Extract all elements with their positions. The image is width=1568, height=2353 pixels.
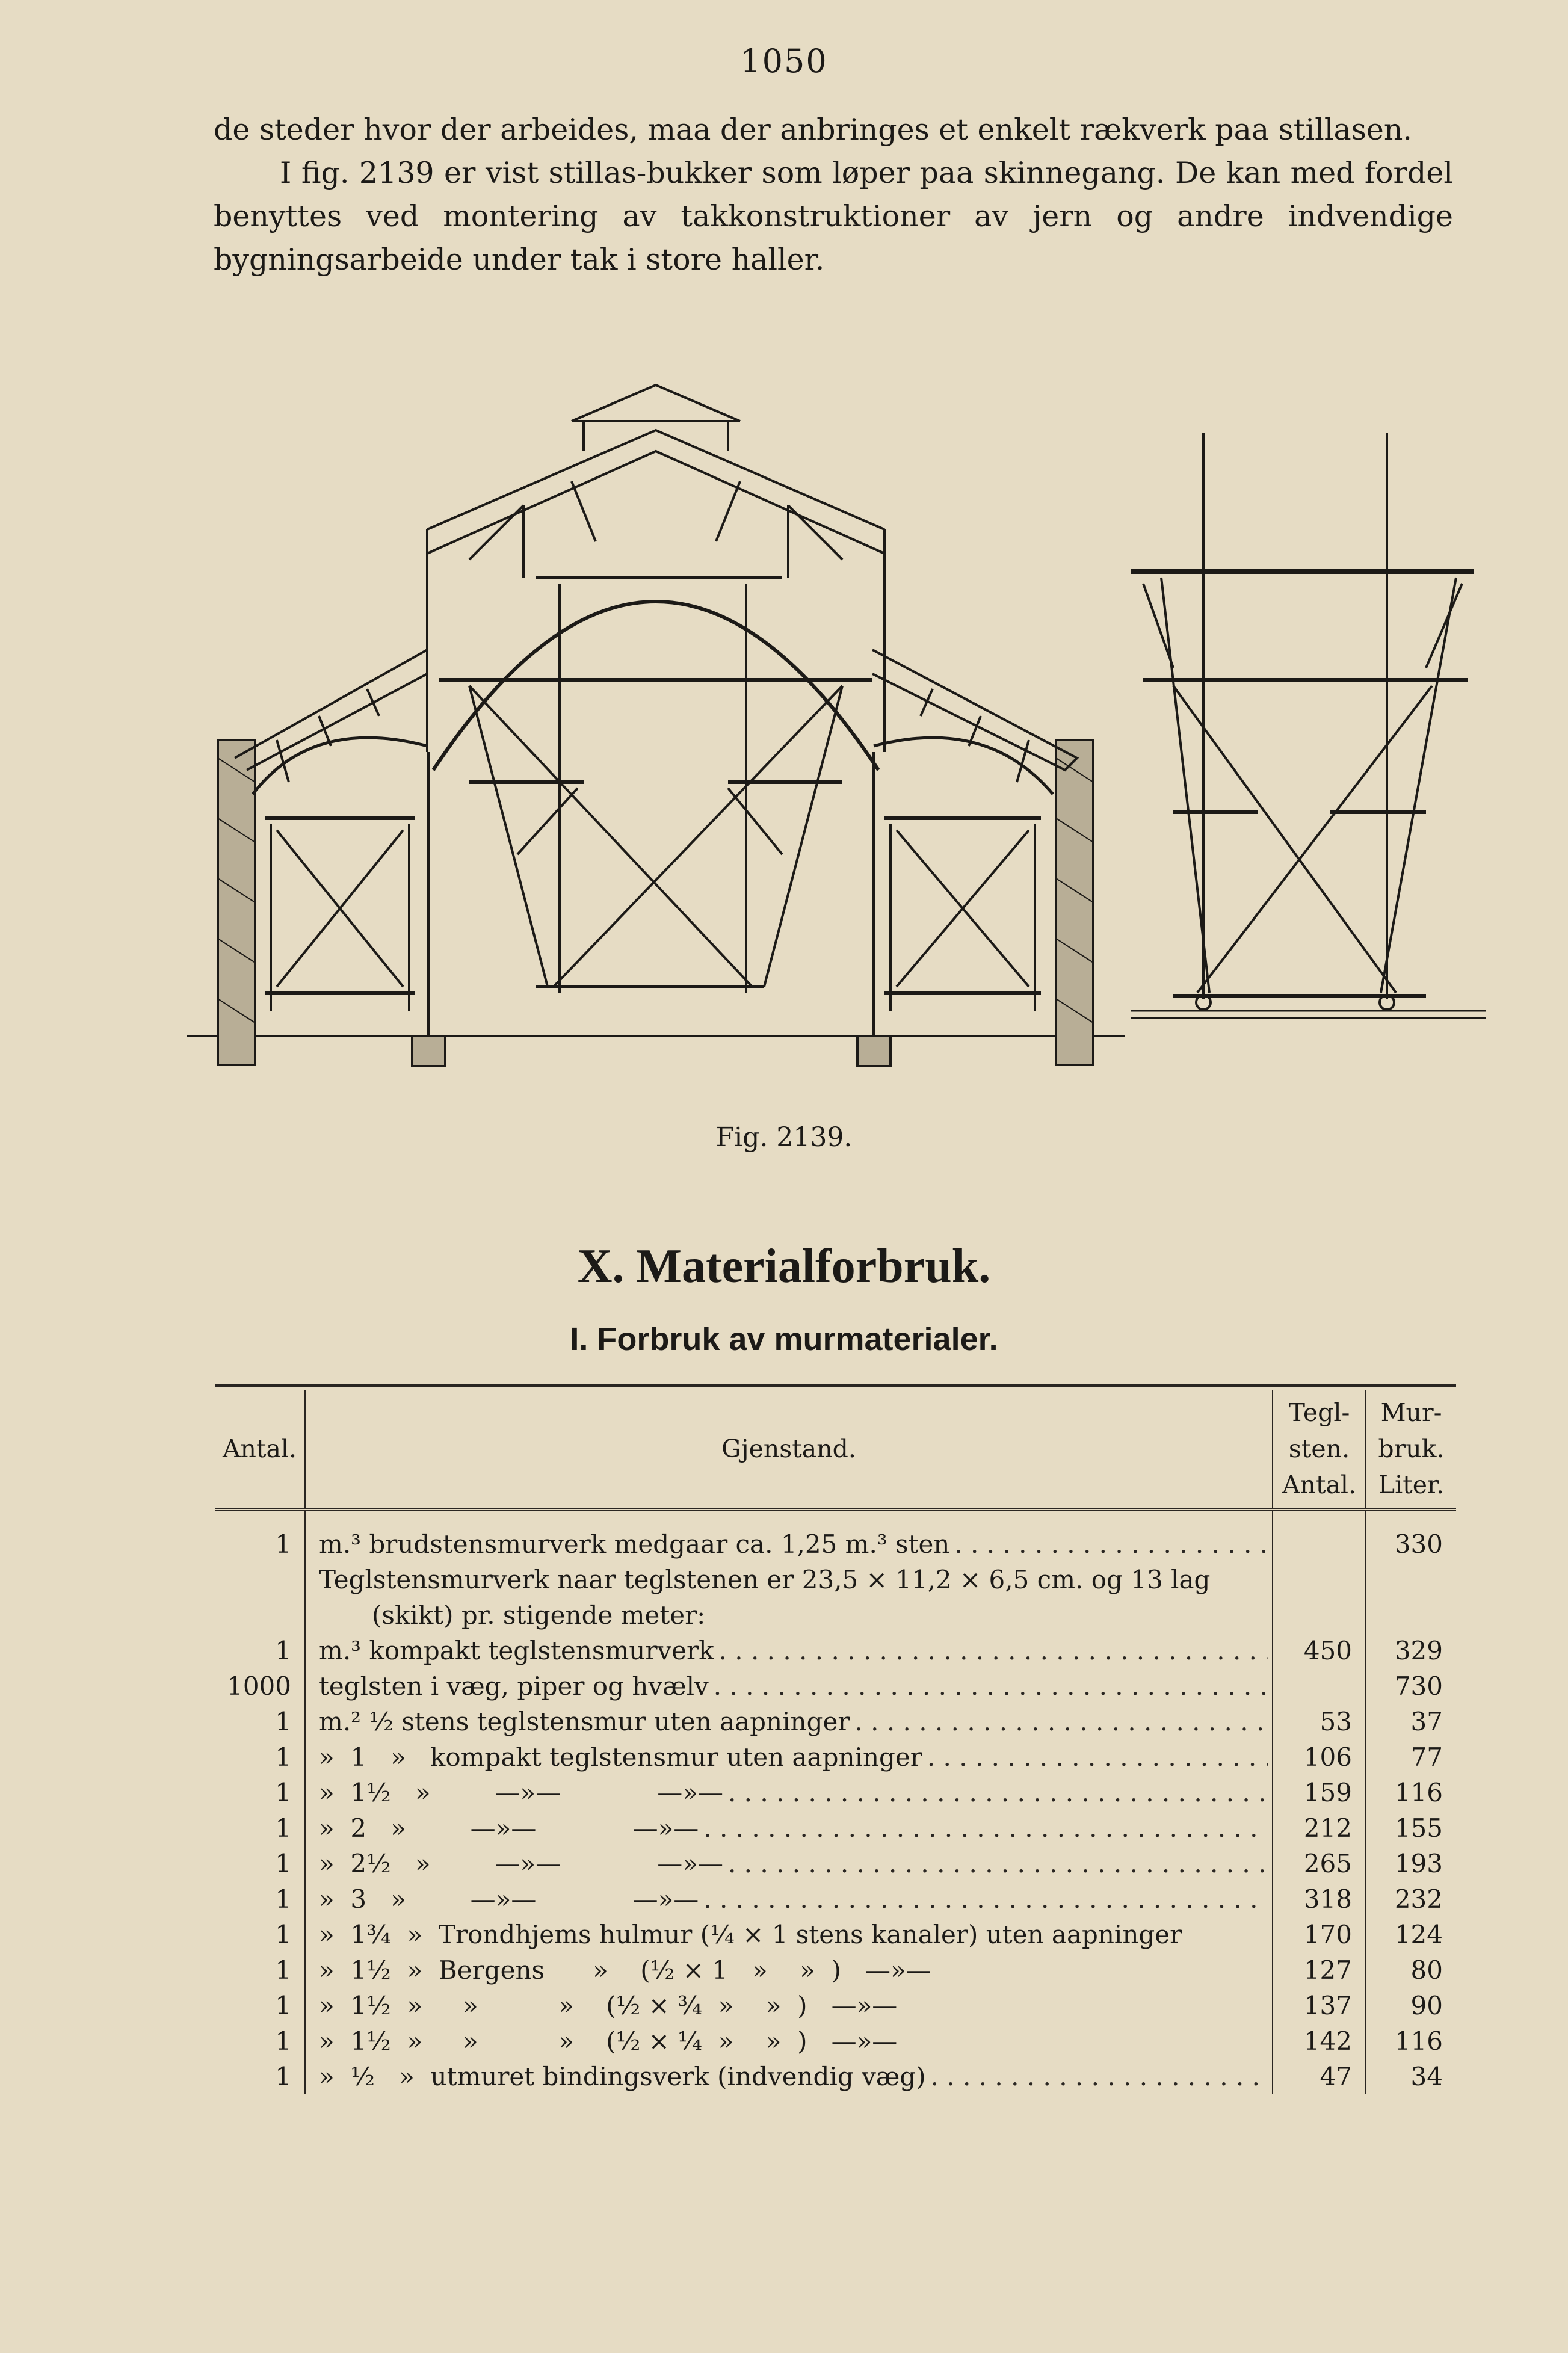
table-row: 1 » 1½ » » » (½ × ¾ » » ) —»— 137 90 <box>215 1988 1456 2023</box>
header-murbruk: Mur- bruk. Liter. <box>1366 1390 1456 1510</box>
table-row: 1000 teglsten i væg, piper og hvælv . . . 730 <box>215 1668 1456 1704</box>
header-antal: Antal. <box>222 1434 297 1463</box>
table-row: 1 m.³ kompakt teglstensmurverk . . . 450 329 <box>215 1633 1456 1668</box>
table-row: 1 » 1¾ » Trondhjems hulmur (¼ × 1 stens kanaler) uten aapninger 170 124 <box>215 1917 1456 1952</box>
page-number: 1050 <box>740 42 828 80</box>
scaffold-figure <box>187 361 1492 1107</box>
section-title: X. Materialforbruk. <box>577 1240 991 1293</box>
table-row: 1 » 1 » kompakt teglstensmur uten aapninger . . . 106 77 <box>215 1739 1456 1775</box>
table-row: (skikt) pr. stigende meter: <box>215 1597 1456 1633</box>
figure-caption: Fig. 2139. <box>715 1122 853 1153</box>
header-gjenstand: Gjenstand. <box>305 1390 1273 1510</box>
table-row: 1 m.² ½ stens teglstensmur uten aapninger . . . 53 37 <box>215 1704 1456 1739</box>
table-row: 1 » ½ » utmuret bindingsverk (indvendig væg) . . . 47 34 <box>215 2059 1456 2094</box>
table-row: 1 » 1½ » —»— —»— . . . 159 116 <box>215 1775 1456 1810</box>
table-row: 1 » 2 » —»— —»— . . . 212 155 <box>215 1810 1456 1846</box>
table-row: 1 » 3 » —»— —»— . . . 318 232 <box>215 1881 1456 1917</box>
table-row: 1 » 1½ » » » (½ × ¼ » » ) —»— 142 116 <box>215 2023 1456 2059</box>
section-subtitle: I. Forbruk av murmaterialer. <box>570 1321 998 1357</box>
table-row: 1 m.³ brudstensmurverk medgaar ca. 1,25 m.³ sten . . . 330 <box>215 1526 1456 1562</box>
table-row: 1 » 1½ » Bergens » (½ × 1 » » ) —»— 127 80 <box>215 1952 1456 1988</box>
table-row: 1 » 2½ » —»— —»— . . . 265 193 <box>215 1846 1456 1881</box>
paragraph-2: I fig. 2139 er vist stillas-bukker som løper paa skinnegang. De kan med fordel benyttes ved montering av takkonstruktioner av jern og andre indvendige bygningsarbeide under tak i store haller. <box>214 156 1453 277</box>
intro-text <box>214 108 1453 282</box>
header-teglsten: Tegl- sten. Antal. <box>1273 1390 1366 1510</box>
materials-table <box>215 1390 1456 2094</box>
paragraph-1: de steder hvor der arbeides, maa der anbringes et enkelt rækverk paa stillasen. <box>214 113 1412 147</box>
table-top-rule <box>215 1384 1456 1387</box>
table-row: Teglstensmurverk naar teglstenen er 23,5 × 11,2 × 6,5 cm. og 13 lag <box>215 1562 1456 1597</box>
